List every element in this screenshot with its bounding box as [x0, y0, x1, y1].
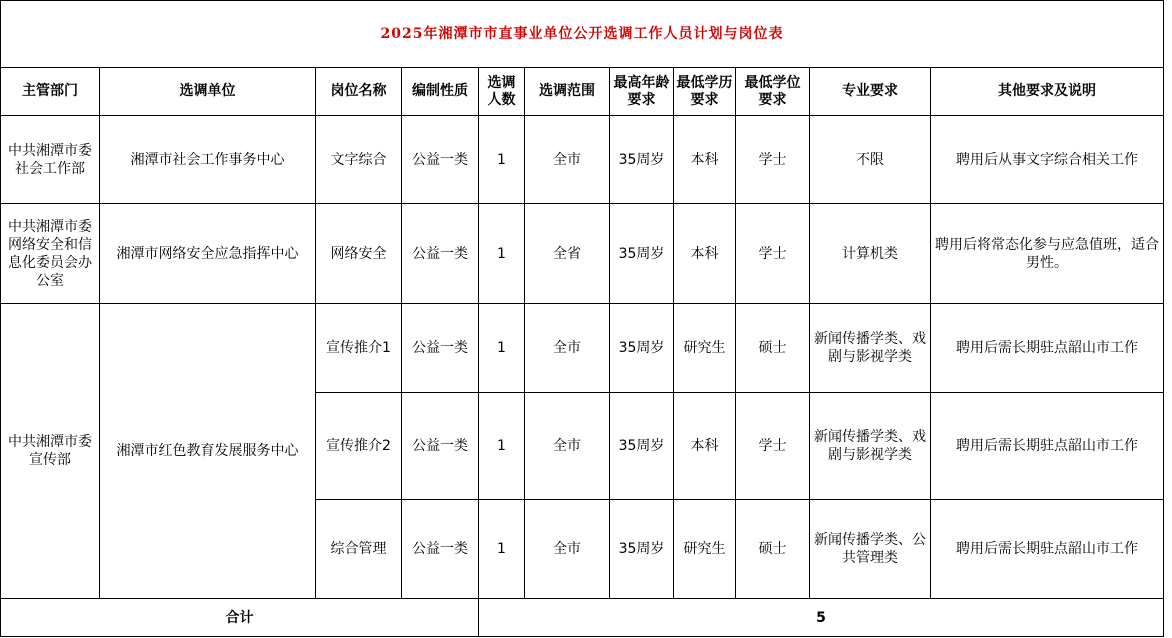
header-position: 岗位名称	[316, 68, 402, 116]
table-row	[1, 116, 1164, 204]
major-cell: 不限	[810, 116, 931, 204]
total-value: 5	[479, 599, 1164, 637]
header-notes: 其他要求及说明	[931, 68, 1164, 116]
major-cell: 新闻传播学类、公共管理类	[810, 500, 931, 599]
position-cell: 宣传推介1	[316, 304, 402, 393]
header-dept: 主管部门	[1, 68, 100, 116]
min-education-cell: 本科	[674, 204, 736, 304]
header-scope: 选调范围	[525, 68, 610, 116]
major-cell: 计算机类	[810, 204, 931, 304]
header-min-degree: 最低学位要求	[736, 68, 810, 116]
dept-cell: 中共湘潭市委社会工作部	[1, 116, 100, 204]
unit-cell: 湘潭市网络安全应急指挥中心	[100, 204, 316, 304]
min-education-cell: 研究生	[674, 500, 736, 599]
dept-cell: 中共湘潭市委宣传部	[1, 304, 100, 599]
max-age-cell: 35周岁	[610, 304, 674, 393]
header-unit: 选调单位	[100, 68, 316, 116]
scope-cell: 全市	[525, 500, 610, 599]
scope-cell: 全市	[525, 393, 610, 500]
major-cell: 新闻传播学类、戏剧与影视学类	[810, 393, 931, 500]
header-row	[1, 68, 1164, 116]
table-row	[1, 204, 1164, 304]
major-cell: 新闻传播学类、戏剧与影视学类	[810, 304, 931, 393]
unit-cell: 湘潭市红色教育发展服务中心	[100, 304, 316, 599]
scope-cell: 全市	[525, 116, 610, 204]
notes-cell: 聘用后将常态化参与应急值班，适合男性。	[931, 204, 1164, 304]
staffing-cell: 公益一类	[402, 116, 479, 204]
staffing-cell: 公益一类	[402, 393, 479, 500]
notes-cell: 聘用后从事文字综合相关工作	[931, 116, 1164, 204]
min-degree-cell: 学士	[736, 393, 810, 500]
min-degree-cell: 学士	[736, 204, 810, 304]
notes-cell: 聘用后需长期驻点韶山市工作	[931, 393, 1164, 500]
count-cell: 1	[479, 204, 525, 304]
min-degree-cell: 学士	[736, 116, 810, 204]
count-cell: 1	[479, 304, 525, 393]
min-education-cell: 本科	[674, 116, 736, 204]
total-row	[1, 599, 1164, 637]
min-education-cell: 本科	[674, 393, 736, 500]
notes-cell: 聘用后需长期驻点韶山市工作	[931, 304, 1164, 393]
position-cell: 综合管理	[316, 500, 402, 599]
staffing-cell: 公益一类	[402, 204, 479, 304]
notes-cell: 聘用后需长期驻点韶山市工作	[931, 500, 1164, 599]
staffing-cell: 公益一类	[402, 500, 479, 599]
sheet-title: 2025年湘潭市市直事业单位公开选调工作人员计划与岗位表	[1, 1, 1164, 68]
header-major: 专业要求	[810, 68, 931, 116]
position-cell: 网络安全	[316, 204, 402, 304]
dept-cell: 中共湘潭市委网络安全和信息化委员会办公室	[1, 204, 100, 304]
staffing-cell: 公益一类	[402, 304, 479, 393]
position-cell: 文字综合	[316, 116, 402, 204]
position-cell: 宣传推介2	[316, 393, 402, 500]
header-staffing: 编制性质	[402, 68, 479, 116]
min-education-cell: 研究生	[674, 304, 736, 393]
scope-cell: 全市	[525, 304, 610, 393]
title-row	[1, 1, 1164, 68]
header-max-age: 最高年龄要求	[610, 68, 674, 116]
unit-cell: 湘潭市社会工作事务中心	[100, 116, 316, 204]
max-age-cell: 35周岁	[610, 393, 674, 500]
count-cell: 1	[479, 500, 525, 599]
count-cell: 1	[479, 393, 525, 500]
header-count: 选调人数	[479, 68, 525, 116]
header-min-education: 最低学历要求	[674, 68, 736, 116]
max-age-cell: 35周岁	[610, 116, 674, 204]
total-label: 合计	[1, 599, 479, 637]
table-row	[1, 304, 1164, 393]
min-degree-cell: 硕士	[736, 304, 810, 393]
min-degree-cell: 硕士	[736, 500, 810, 599]
scope-cell: 全省	[525, 204, 610, 304]
count-cell: 1	[479, 116, 525, 204]
max-age-cell: 35周岁	[610, 500, 674, 599]
max-age-cell: 35周岁	[610, 204, 674, 304]
